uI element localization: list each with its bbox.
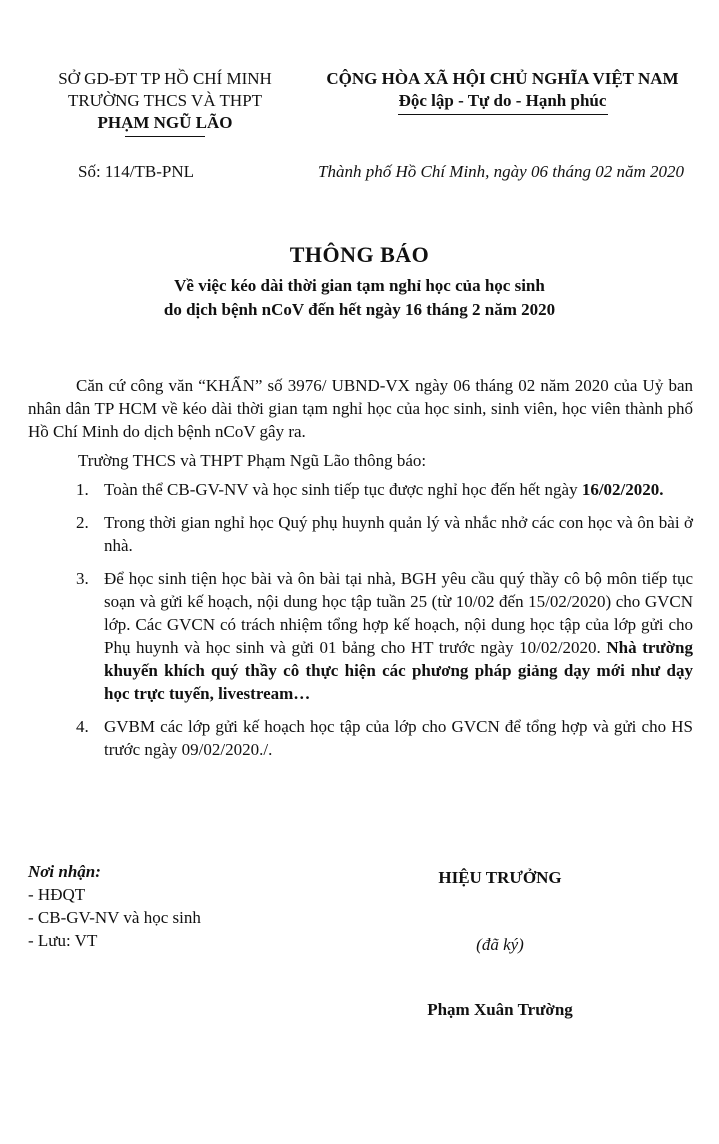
school-intro: Trường THCS và THPT Phạm Ngũ Lão thông báo: — [78, 451, 427, 470]
item-bold-text: 16/02/2020. — [581, 480, 664, 499]
department-name: SỞ GD-ĐT TP HỒ CHÍ MINH — [58, 69, 272, 88]
subtitle-line-1: Về việc kéo dài thời gian tạm nghỉ học của học sinh — [174, 276, 545, 295]
notice-item — [28, 478, 693, 501]
item-number: 3. — [76, 569, 89, 588]
item-text: Trong thời gian nghỉ học Quý phụ huynh quản lý và nhắc nhở các con học và ôn bài ở nhà. — [104, 513, 693, 555]
item-bold-text: Nhà trường khuyến khích quý thầy cô thực hiện các phương pháp giảng dạy mới như dạy học trực tuyến, livestream… — [104, 638, 694, 703]
notice-item — [28, 715, 693, 761]
issuing-authority-block — [30, 68, 300, 137]
recipient-item: - CB-GV-NV và học sinh — [28, 908, 201, 927]
subtitle-line-2: do dịch bệnh nCoV đến hết ngày 16 tháng 2 năm 2020 — [163, 300, 556, 319]
national-motto: Độc lập - Tự do - Hạnh phúc — [398, 91, 607, 110]
notice-item — [28, 511, 693, 557]
item-text: Để học sinh tiện học bài và ôn bài tại nhà, BGH yêu cầu quý thầy cô bộ môn tiếp tục soạn và gửi kế hoạch, nội dung học tập tuần 25 (từ 10/02 đến 15/02/2020) cho GVCN lớp. Các GVCN có trách nhiệm tổng hợp kế hoạch, nội dung học tập của lớp gửi cho Phụ huynh và học sinh và gửi 01 bảng cho HT trước ngày 10/02/2020. — [104, 569, 693, 657]
item-text: Toàn thể CB-GV-NV và học sinh tiếp tục được nghỉ học đến hết ngày — [104, 480, 582, 499]
item-number: 1. — [76, 480, 89, 499]
country-name: CỘNG HÒA XÃ HỘI CHỦ NGHĨA VIỆT NAM — [326, 69, 679, 88]
item-number: 4. — [76, 717, 89, 736]
recipient-item: - HĐQT — [28, 885, 86, 904]
recipient-item: - Lưu: VT — [28, 931, 98, 950]
school-name-line1: TRƯỜNG THCS VÀ THPT — [67, 91, 263, 110]
place-and-date: Thành phố Hồ Chí Minh, ngày 06 tháng 02 năm 2020 — [318, 162, 684, 181]
item-number: 2. — [76, 513, 89, 532]
document-body — [28, 374, 693, 771]
document-subtitle — [0, 274, 719, 322]
document-number: Số: 114/TB-PNL — [78, 162, 195, 181]
national-header-block — [300, 68, 705, 115]
signed-note: (đã ký) — [476, 935, 524, 954]
signer-name: Phạm Xuân Trường — [427, 1000, 573, 1019]
notice-items — [28, 478, 693, 761]
header-left-divider — [125, 136, 205, 137]
recipients-block — [28, 860, 201, 952]
item-text: GVBM các lớp gửi kế hoạch học tập của lớp cho GVCN để tổng hợp và gửi cho HS trước ngày 09/02/2020./. — [104, 717, 693, 759]
recipients-label: Nơi nhận: — [28, 862, 101, 881]
document-title: THÔNG BÁO — [289, 242, 430, 267]
header-right-divider — [398, 114, 608, 115]
notice-item — [28, 567, 693, 705]
basis-paragraph: Căn cứ công văn “KHẨN” số 3976/ UBND-VX ngày 06 tháng 02 năm 2020 của Uỷ ban nhân dân TP HCM về kéo dài thời gian tạm nghỉ học của học sinh, sinh viên, học viên thành phố Hồ Chí Minh do dịch bệnh nCoV gây ra. — [28, 376, 693, 441]
school-name-line2: PHẠM NGŨ LÃO — [97, 113, 233, 132]
signer-title: HIỆU TRƯỞNG — [438, 868, 562, 887]
